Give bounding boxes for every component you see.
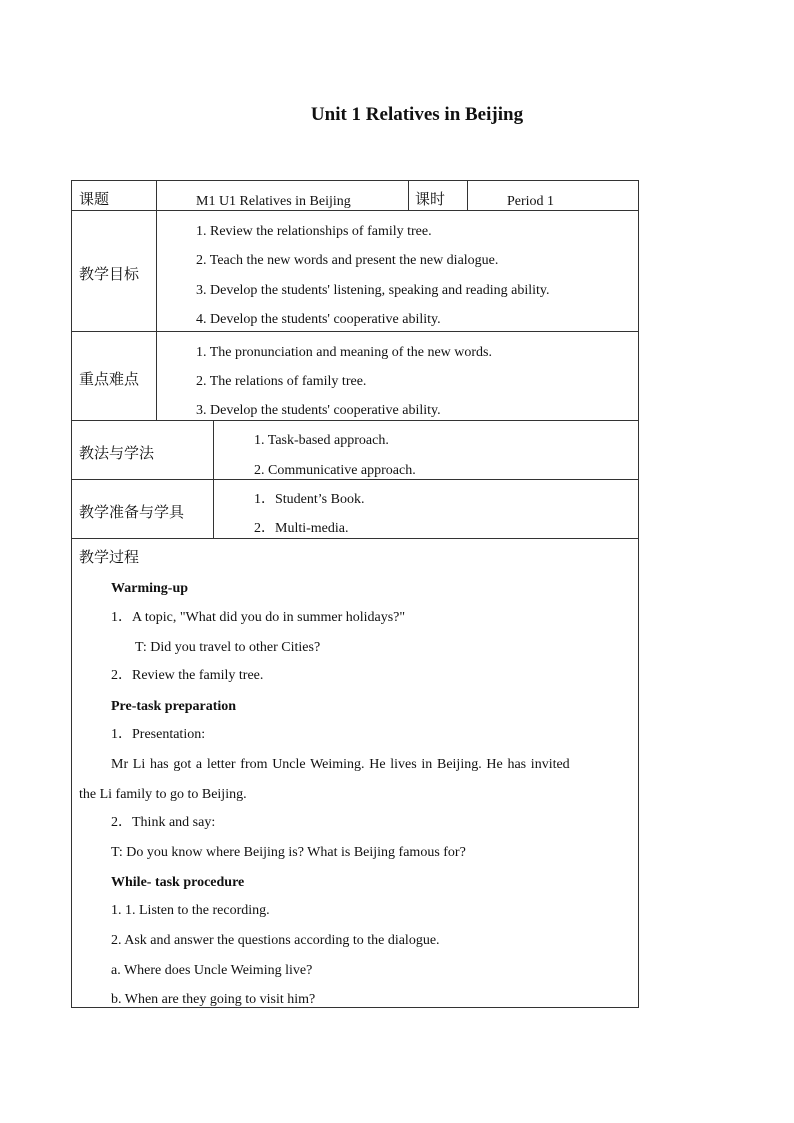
warming-up-heading: Warming-up [111,581,189,596]
process-line: b. When are they going to visit him? [111,992,316,1007]
row-divider [71,479,639,480]
key-point-item: 1. The pronunciation and meaning of the new words. [196,345,493,360]
process-line: 1．Presentation: [111,727,206,742]
process-line: 2．Review the family tree. [111,668,264,683]
method-item: 2. Communicative approach. [254,463,416,478]
method-item: 1. Task-based approach. [254,433,389,448]
column-divider [213,420,214,538]
objective-item: 1. Review the relationships of family tree. [196,224,432,239]
key-points-label: 重点难点 [79,370,140,388]
column-divider [156,180,157,420]
page-title: Unit 1 Relatives in Beijing [310,104,524,125]
objective-item: 3. Develop the students' listening, speaking and reading ability. [196,283,550,298]
period-value: Period 1 [507,194,555,209]
key-point-item: 2. The relations of family tree. [196,374,367,389]
objective-item: 2. Teach the new words and present the new dialogue. [196,253,499,268]
period-label: 课时 [415,190,446,208]
process-paragraph: Mr Li has got a letter from Uncle Weiming. He lives in Beijing. He has invited [111,757,570,772]
material-item: 1．Student’s Book. [254,492,365,507]
process-label: 教学过程 [79,548,140,566]
key-point-item: 3. Develop the students' cooperative ability. [196,403,441,418]
process-line: 1．A topic, "What did you do in summer holidays?" [111,610,406,625]
process-line: T: Do you know where Beijing is? What is Beijing famous for? [111,845,466,860]
topic-label: 课题 [79,190,110,208]
material-item: 2．Multi-media. [254,521,349,536]
column-divider [467,180,468,210]
row-divider [71,538,639,539]
process-paragraph: the Li family to go to Beijing. [79,787,247,802]
process-line: a. Where does Uncle Weiming live? [111,963,313,978]
objective-item: 4. Develop the students' cooperative ability. [196,312,441,327]
process-line: 2. Ask and answer the questions according to the dialogue. [111,933,440,948]
process-line: 1. 1. Listen to the recording. [111,903,270,918]
process-line: 2．Think and say: [111,815,216,830]
while-task-heading: While- task procedure [111,875,245,890]
column-divider [408,180,409,210]
process-line: T: Did you travel to other Cities? [135,640,321,655]
row-divider [71,420,639,421]
materials-label: 教学准备与学具 [79,503,185,521]
objectives-label: 教学目标 [79,265,140,283]
topic-value: M1 U1 Relatives in Beijing [196,194,351,209]
pre-task-heading: Pre-task preparation [111,699,237,714]
methods-label: 教法与学法 [79,444,155,462]
